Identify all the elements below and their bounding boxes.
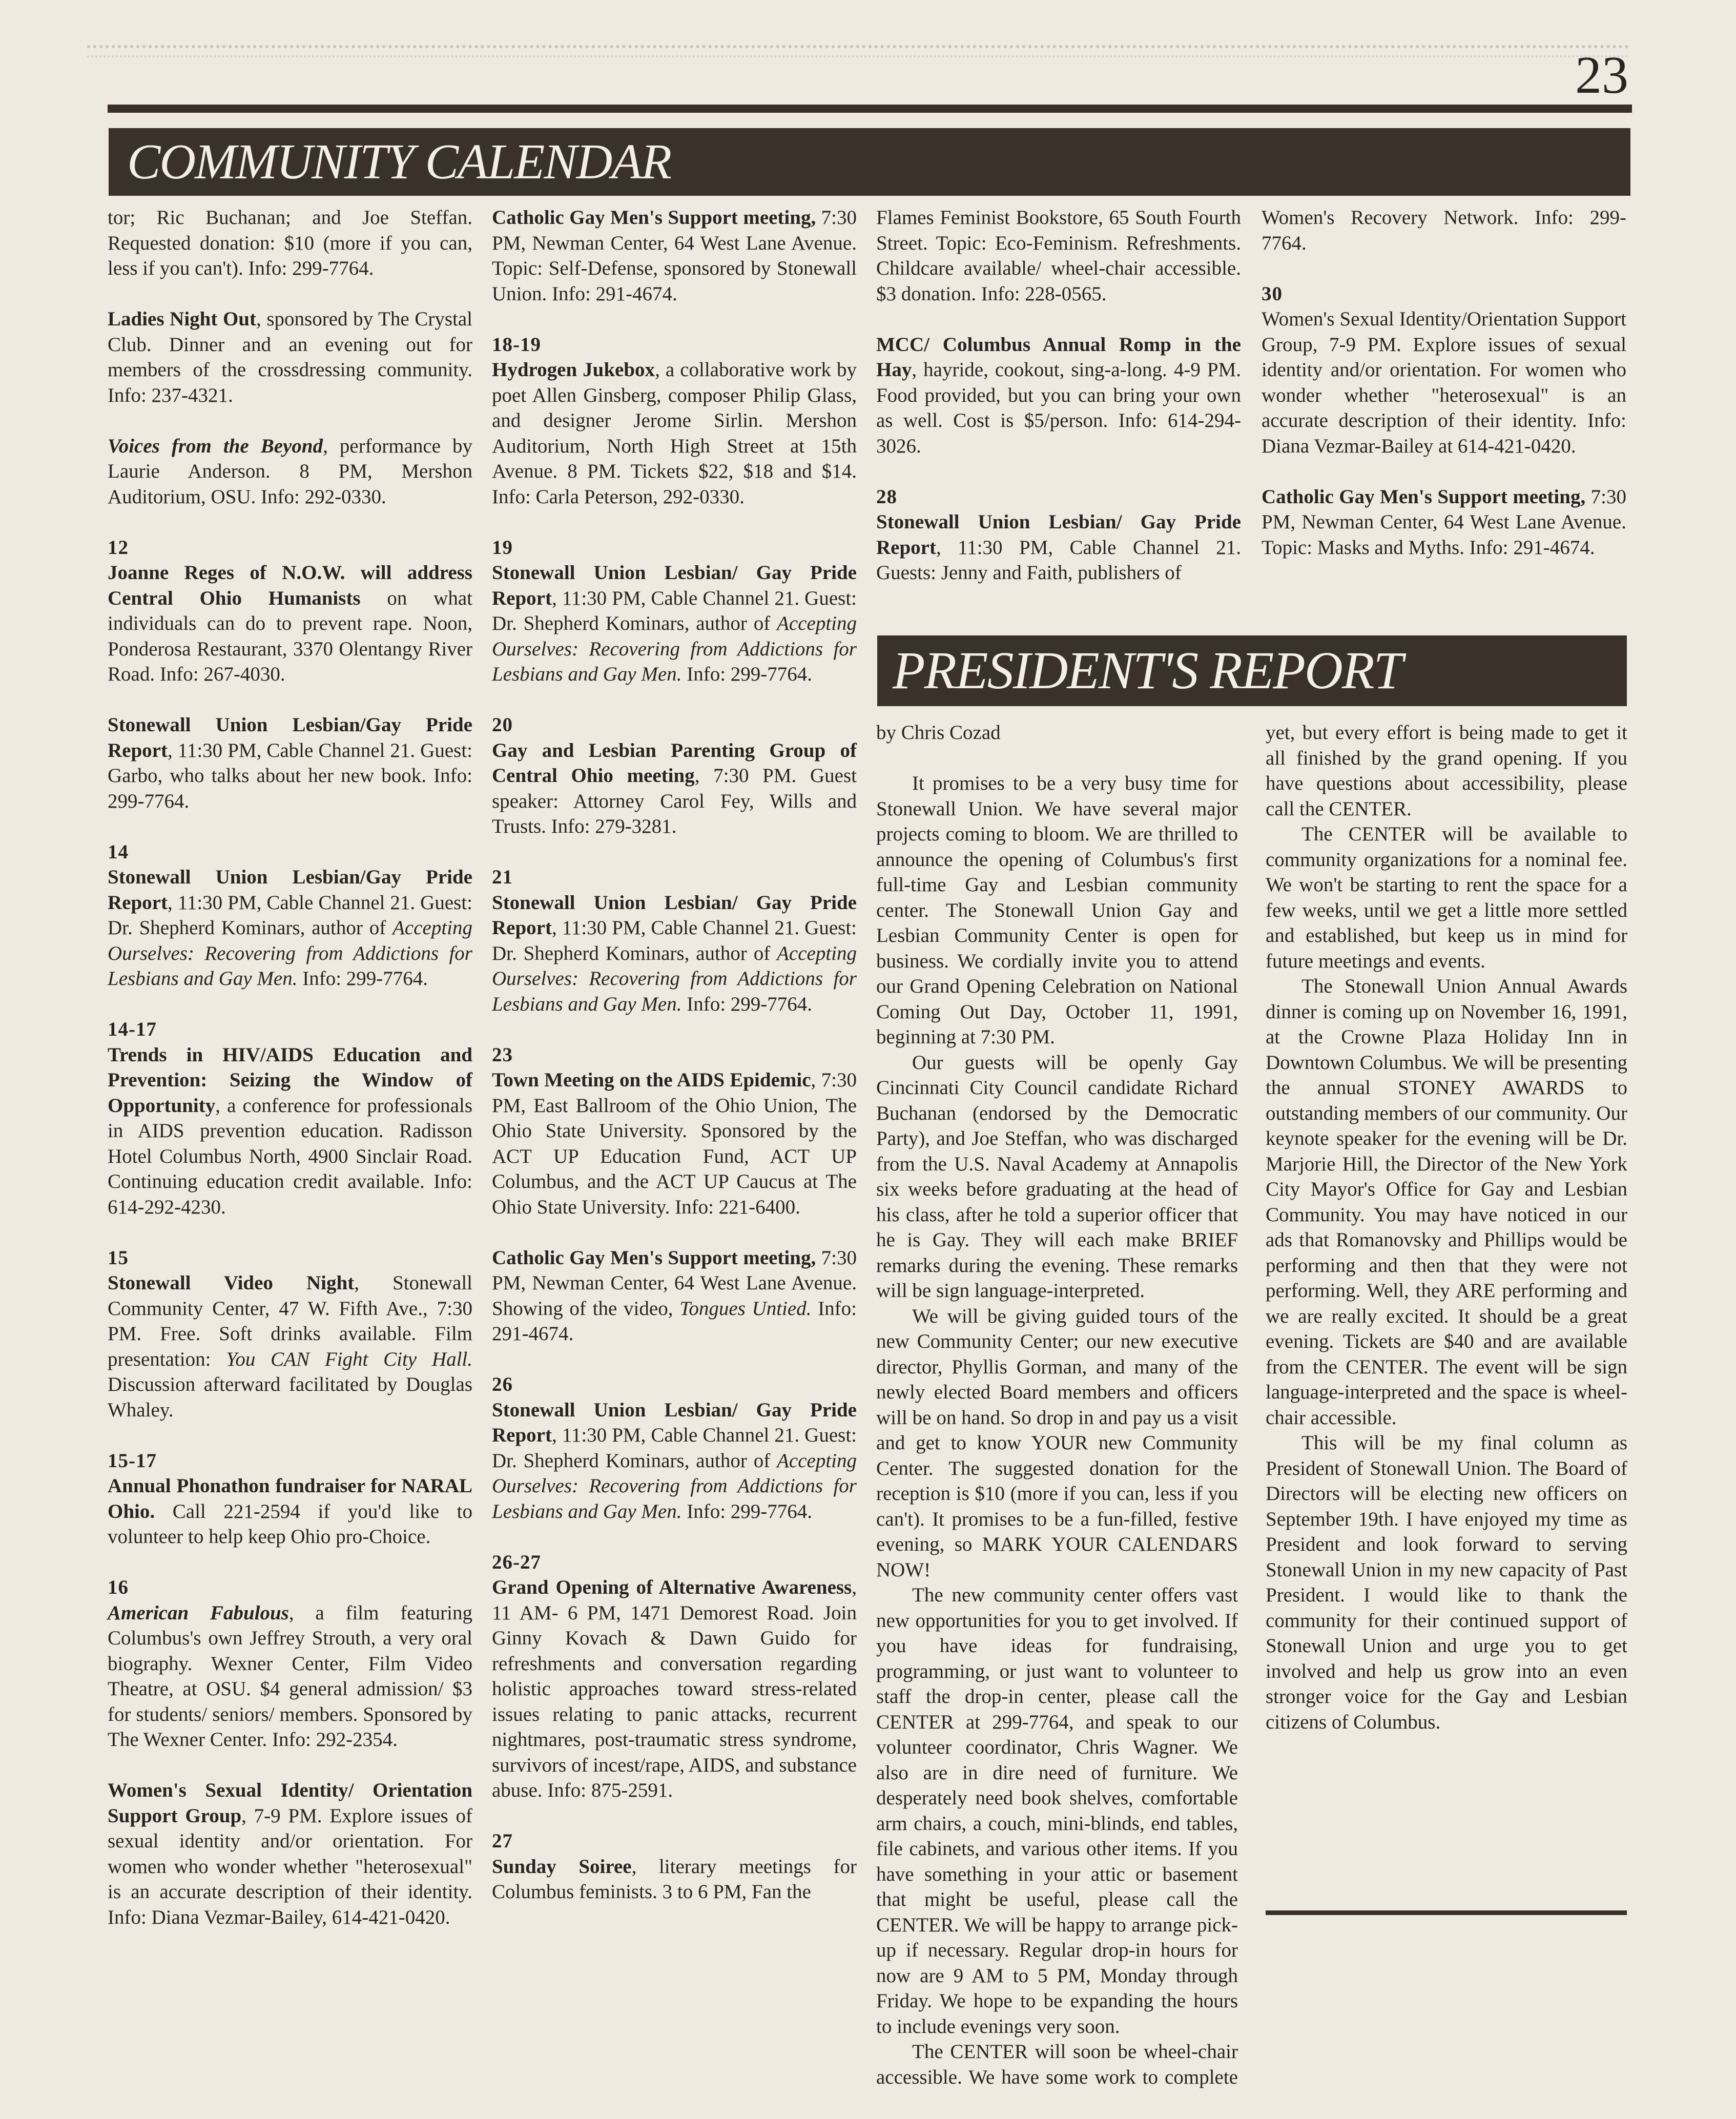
calendar-entry [492, 535, 857, 687]
entry-date: 27 [492, 1830, 513, 1852]
calendar-entry [492, 1550, 857, 1803]
entry-text [492, 738, 857, 839]
calendar-entry [108, 434, 472, 510]
event-details: , a film featuring Columbus's own Jeffrey Strouth, a very oral biography. Wexner Center, Film Video Theatre, at OSU. $4 general admission/ $3 for students/ seniors/ members. Sponsored by The Wexner Center. Info: 292-2354. [108, 1601, 472, 1751]
entry-text [492, 205, 857, 306]
work-title: Accepting Ourselves: Recovering from Addictions for Lesbians and Gay Men. [108, 917, 472, 990]
entry-text [1262, 306, 1626, 459]
calendar-entry [492, 865, 857, 1017]
entry-date: 19 [492, 536, 513, 559]
calendar-entry [1262, 484, 1626, 561]
calendar-entry [492, 332, 857, 510]
event-title: American Fabulous [108, 1601, 289, 1624]
report-paragraph: This will be my final column as President of Stonewall Union. The Board of Directors will be electing new officers on September 19th. I have enjoyed my time as President and look forward to serving Stonewall Union in my new capacity of Past President. I would like to thank the community for their continued support of Stonewall Union and urge you to get involved and help us grow into an even stronger voice for the Gay and Lesbian citizens of Columbus. [1266, 1432, 1627, 1733]
entry-date: 14 [108, 840, 129, 863]
entry-text [1262, 484, 1626, 561]
entry-text [492, 1245, 857, 1347]
event-details: , literary meetings for Columbus feminists. 3 to 6 PM, Fan the [492, 1855, 857, 1903]
entry-date: 14-17 [108, 1018, 157, 1040]
event-details: 7:30 PM, Newman Center, 64 West Lane Avenue. Showing of the video, [492, 1246, 857, 1320]
calendar-entry [492, 1245, 857, 1347]
event-details: , 11 AM- 6 PM, 1471 Demorest Road. Join Ginny Kovach & Dawn Guido for refreshments and conversation regarding holistic approaches toward stress-related issues relating to panic attacks, recurrent nightmares, post-traumatic stress syndrome, survivors of incest/rape, AIDS, and substance abuse. Info: 875-2591. [492, 1576, 857, 1801]
entry-text [492, 1575, 857, 1803]
report-paragraph: Our guests will be openly Gay Cincinnati City Council candidate Richard Buchanan (endorsed by the Democratic Party), and Joe Steffan, who was discharged from the U.S. Naval Academy at Annapolis six weeks before graduating at the head of his class, after he told a superior officer that he is Gay. They will each make BRIEF remarks during the evening. These remarks will be sign language-interpreted. [876, 1051, 1238, 1302]
section-heading: PRESIDENT'S REPORT [893, 641, 1402, 700]
event-title: Voices from the Beyond [108, 435, 323, 457]
report-paragraph: It promises to be a very busy time for Stonewall Union. We have several major projects coming to bloom. We are thrilled to announce the opening of Columbus's first full-time Gay and Lesbian community center. The Stonewall Union Gay and Lesbian Community Center is open for business. We cordially invite you to attend our Grand Opening Celebration on National Coming Out Day, October 11, 1991, beginning at 7:30 PM. [876, 772, 1238, 1048]
event-title: Stonewall Union Lesbian/ Gay Pride Report [492, 562, 857, 609]
event-details: Info: 291-4674. [492, 1297, 857, 1345]
calendar-entry [108, 1448, 472, 1550]
event-details: , Stonewall Community Center, 47 W. Fifth Ave., 7:30 PM. Free. Soft drinks available. Film presentation: [108, 1272, 472, 1370]
event-details: Women's Sexual Identity/Orientation Support Group, 7-9 PM. Explore issues of sexual identity and/or orientation. For women who wonder whether "heterosexual" is an accurate description of their identity. Info: Diana Vezmar-Bailey at 614-421-0420. [1262, 308, 1626, 457]
event-title: Annual Phonathon fundraiser for NARAL Ohio. [108, 1475, 472, 1523]
entry-date: 28 [876, 485, 897, 508]
entry-text [876, 509, 1241, 586]
top-rule [108, 105, 1632, 113]
event-details: , 11:30 PM, Cable Channel 21. Guests: Jenny and Faith, publishers of [876, 536, 1241, 584]
event-details: tor; Ric Buchanan; and Joe Steffan. Requested donation: $10 (more if you can, less if you can't). Info: 299-7764. [108, 207, 472, 279]
calendar-entry [492, 1042, 857, 1220]
entry-date: 21 [492, 866, 513, 888]
event-details: , sponsored by The Crystal Club. Dinner and an evening out for members of the crossdressing community. Info: 237-4321. [108, 308, 472, 406]
event-title: Catholic Gay Men's Support meeting, [492, 1246, 816, 1269]
end-rule [1266, 1910, 1627, 1915]
calendar-entry [108, 205, 472, 281]
event-details: Flames Feminist Bookstore, 65 South Fourth Street. Topic: Eco-Feminism. Refreshments. Childcare available/ wheel-chair accessible. $3 donation. Info: 228-0565. [876, 207, 1241, 305]
calendar-entry [492, 1372, 857, 1524]
calendar-entry [108, 1778, 472, 1930]
event-details: , 11:30 PM, Cable Channel 21. Guest: Dr. Shepherd Kominars, author of [492, 917, 857, 964]
event-details: , performance by Laurie Anderson. 8 PM, Mershon Auditorium, OSU. Info: 292-0330. [108, 435, 473, 508]
event-title: Joanne Reges of N.O.W. will address Central Ohio Humanists [108, 562, 472, 609]
work-title: Tongues Untied. [679, 1297, 812, 1320]
entry-text [108, 560, 472, 687]
entry-date: 16 [108, 1576, 129, 1598]
entry-date: 18-19 [492, 333, 541, 356]
event-details: Call 221-2594 if you'd like to volunteer to help keep Ohio pro-Choice. [108, 1500, 472, 1548]
event-details: , 11:30 PM, Cable Channel 21. Guest: Dr. Shepherd Kominars, author of [108, 891, 472, 939]
work-title: You CAN Fight City Hall. [226, 1348, 473, 1370]
event-title: Stonewall Video Night [108, 1272, 355, 1294]
event-details: , 11:30 PM, Cable Channel 21. Guest: Dr. Shepherd Kominars, author of [492, 587, 857, 634]
entry-text [108, 1270, 472, 1423]
entry-date: 30 [1262, 282, 1283, 305]
entry-text [108, 712, 472, 814]
report-paragraph: The Stonewall Union Annual Awards dinner is coming up on November 16, 1991, at the Crowne Plaza Holiday Inn in Downtown Columbus. We will be presenting the annual STONEY AWARDS to outstanding members of our community. Our keynote speaker for the evening will be Dr. Marjorie Hill, the Director of the New York City Mayor's Office for Gay and Lesbian Community. You may have noticed in our ads that Romanovsky and Phillips would be performing and then that they were not performing. Well, they ARE performing and we are really excited. It should be a great evening. Tickets are $40 and are available from the CENTER. The event will be sign language-interpreted and the space is wheel-chair accessible. [1266, 975, 1627, 1429]
event-title: Trends in HIV/AIDS Education and Prevention: Seizing the Window of Opportunity [108, 1043, 472, 1117]
calendar-entry [108, 1245, 472, 1423]
work-title: Accepting Ourselves: Recovering from Addictions for Lesbians and Gay Men. [492, 612, 857, 685]
event-title: Sunday Soiree [492, 1855, 632, 1878]
entry-text [492, 890, 857, 1017]
event-details: , a conference for professionals in AIDS prevention education. Radisson Hotel Columbus North, 4900 Sinclair Road. Continuing education credit available. Info: 614-292-4230. [108, 1094, 472, 1218]
entry-text [108, 1600, 472, 1753]
event-details: Discussion afterward facilitated by Douglas Whaley. [108, 1373, 472, 1421]
calendar-entry [1262, 281, 1626, 459]
entry-date: 12 [108, 536, 129, 559]
entry-date: 23 [492, 1043, 513, 1066]
entry-text [492, 560, 857, 687]
community-calendar-banner [109, 128, 1630, 196]
entry-date: 15 [108, 1246, 129, 1269]
entry-text [492, 1397, 857, 1525]
calendar-entry [108, 535, 472, 687]
event-title: Hydrogen Jukebox [492, 359, 655, 381]
event-details: , 11:30 PM, Cable Channel 21. Guest: Dr. Shepherd Kominars, author of [492, 1424, 857, 1472]
entry-text [876, 205, 1241, 306]
event-details: Women's Recovery Network. Info: 299-7764. [1262, 207, 1626, 254]
calendar-column-2 [492, 205, 857, 1930]
entry-date: 26 [492, 1373, 513, 1395]
section-heading: COMMUNITY CALENDAR [127, 134, 671, 190]
event-title: Catholic Gay Men's Support meeting, [492, 207, 816, 229]
calendar-entry [108, 1017, 472, 1220]
event-title: Women's Sexual Identity/ Orientation Support Group [108, 1779, 472, 1827]
entry-date: 20 [492, 714, 513, 736]
calendar-column-1 [108, 205, 472, 1956]
byline: by Chris Cozad [876, 722, 1001, 744]
scan-artifact-line [87, 45, 1629, 57]
entry-date: 15-17 [108, 1449, 157, 1472]
event-title: Stonewall Union Lesbian/ Gay Pride Report [492, 1398, 857, 1446]
event-title: MCC/ Columbus Annual Romp in the Hay [876, 333, 1241, 381]
event-title: Stonewall Union Lesbian/Gay Pride Report [108, 866, 472, 914]
calendar-entry [876, 332, 1241, 459]
entry-text [876, 332, 1241, 459]
entry-text [108, 434, 472, 510]
calendar-entry [876, 484, 1241, 586]
event-title: Town Meeting on the AIDS Epidemic [492, 1069, 811, 1091]
entry-text [108, 306, 472, 408]
calendar-entry [492, 712, 857, 839]
event-details: , a collaborative work by poet Allen Ginsberg, composer Philip Glass, and designer Jerome Sirlin. Mershon Auditorium, North High Street at 15th Avenue. 8 PM. Tickets $22, $18 and $14. Info: Carla Peterson, 292-0330. [492, 359, 857, 508]
report-paragraph: The new community center offers vast new opportunities for you to get involved. If you have ideas for fundraising, programming, or just want to volunteer to staff the drop-in center, please call the CENTER at 299-7764, and speak to our volunteer coordinator, Chris Wagner. We also are in dire need of furniture. We desperately need book shelves, comfortable arm chairs, a couch, mini-blinds, end tables, file cabinets, and various other items. If you have something in your attic or basement that might be useful, please call the CENTER. We will be happy to arrange pick-up if necessary. Regular drop-in hours for now are 9 AM to 5 PM, Monday through Friday. We hope to be expanding the hours to include evenings very soon. [876, 1584, 1238, 2038]
event-details: 7:30 PM, Newman Center, 64 West Lane Avenue. Topic: Masks and Myths. Info: 291-4674. [1262, 485, 1626, 559]
event-title: Grand Opening of Alternative Awareness [492, 1576, 852, 1598]
calendar-column-4 [1262, 205, 1626, 586]
event-details: on what individuals can do to prevent rape. Noon, Ponderosa Restaurant, 3370 Olentangy River Road. Info: 267-4030. [108, 587, 472, 685]
event-details: , hayride, cookout, sing-a-long. 4-9 PM. Food provided, but you can bring your own as well. Cost is $5/person. Info: 614-294-3026. [876, 359, 1241, 457]
presidents-report-banner [877, 635, 1627, 706]
entry-text [108, 865, 472, 992]
event-details: Info: 299-7764. [681, 1500, 813, 1523]
calendar-entry [108, 1575, 472, 1753]
entry-text [1262, 205, 1626, 256]
calendar-entry [1262, 205, 1626, 256]
report-paragraph: The CENTER will soon be wheel-chair accessible. We have some work to complete yet, but every effort is being made to get it all finished by the grand opening. If you have questions about accessibility, please call the CENTER. [876, 722, 1627, 2088]
event-details: , 7-9 PM. Explore issues of sexual identity and/or orientation. For women who wonder whether "heterosexual" is an accurate description of their identity. Info: Diana Vezmar-Bailey, 614-421-0420. [108, 1804, 472, 1928]
entry-text [108, 205, 472, 281]
entry-text [492, 357, 857, 509]
calendar-entry [108, 712, 472, 814]
calendar-entry [492, 1828, 857, 1905]
event-details: , 11:30 PM, Cable Channel 21. Guest: Garbo, who talks about her new book. Info: 299-7764. [108, 739, 472, 812]
event-details: Info: 299-7764. [681, 663, 813, 685]
entry-text [492, 1854, 857, 1905]
report-paragraph: The CENTER will be available to community organizations for a nominal fee. We won't be starting to rent the space for a few weeks, until we get a little more settled and established, but keep us in mind for future meetings and events. [1266, 823, 1627, 972]
entry-text [108, 1473, 472, 1550]
page-number: 23 [1575, 46, 1628, 105]
entry-date: 26-27 [492, 1551, 541, 1573]
event-details: Info: 299-7764. [297, 968, 428, 990]
event-title: Catholic Gay Men's Support meeting, [1262, 485, 1586, 508]
event-title: Gay and Lesbian Parenting Group of Central Ohio meeting [492, 739, 857, 787]
event-title: Stonewall Union Lesbian/ Gay Pride Report [492, 891, 857, 939]
work-title: Accepting Ourselves: Recovering from Addictions for Lesbians and Gay Men. [492, 1449, 857, 1523]
work-title: Accepting Ourselves: Recovering from Addictions for Lesbians and Gay Men. [492, 942, 857, 1015]
event-details: 7:30 PM, Newman Center, 64 West Lane Avenue. Topic: Self-Defense, sponsored by Stonewall Union. Info: 291-4674. [492, 207, 857, 305]
calendar-entry [108, 839, 472, 992]
entry-text [108, 1042, 472, 1220]
calendar-entry [876, 205, 1241, 306]
entry-text [492, 1067, 857, 1220]
calendar-entry [492, 205, 857, 306]
event-details: , 7:30 PM, East Ballroom of the Ohio Union, The Ohio State University. Sponsored by the ACT UP Education Fund, ACT UP Columbus, and the ACT UP Caucus at The Ohio State University. Info: 221-6400. [492, 1069, 857, 1218]
report-paragraph: We will be giving guided tours of the new Community Center; our new executive director, Phyllis Gorman, and many of the newly elected Board members and officers will be on hand. So drop in and pay us a visit and get to know YOUR new Community Center. The suggested donation for the reception is $10 (more if you can, less if you can't). It promises to be a fun-filled, festive evening, so MARK YOUR CALENDARS NOW! [876, 1305, 1238, 1581]
event-title: Stonewall Union Lesbian/Gay Pride Report [108, 714, 472, 762]
event-details: , 7:30 PM. Guest speaker: Attorney Carol Fey, Wills and Trusts. Info: 279-3281. [492, 765, 857, 837]
calendar-entry [108, 306, 472, 408]
event-title: Ladies Night Out [108, 308, 256, 330]
event-details: Info: 299-7764. [681, 993, 813, 1015]
presidents-report-body [876, 720, 1627, 2104]
event-title: Stonewall Union Lesbian/ Gay Pride Report [876, 511, 1241, 559]
calendar-column-3 [876, 205, 1241, 611]
entry-text [108, 1778, 472, 1930]
